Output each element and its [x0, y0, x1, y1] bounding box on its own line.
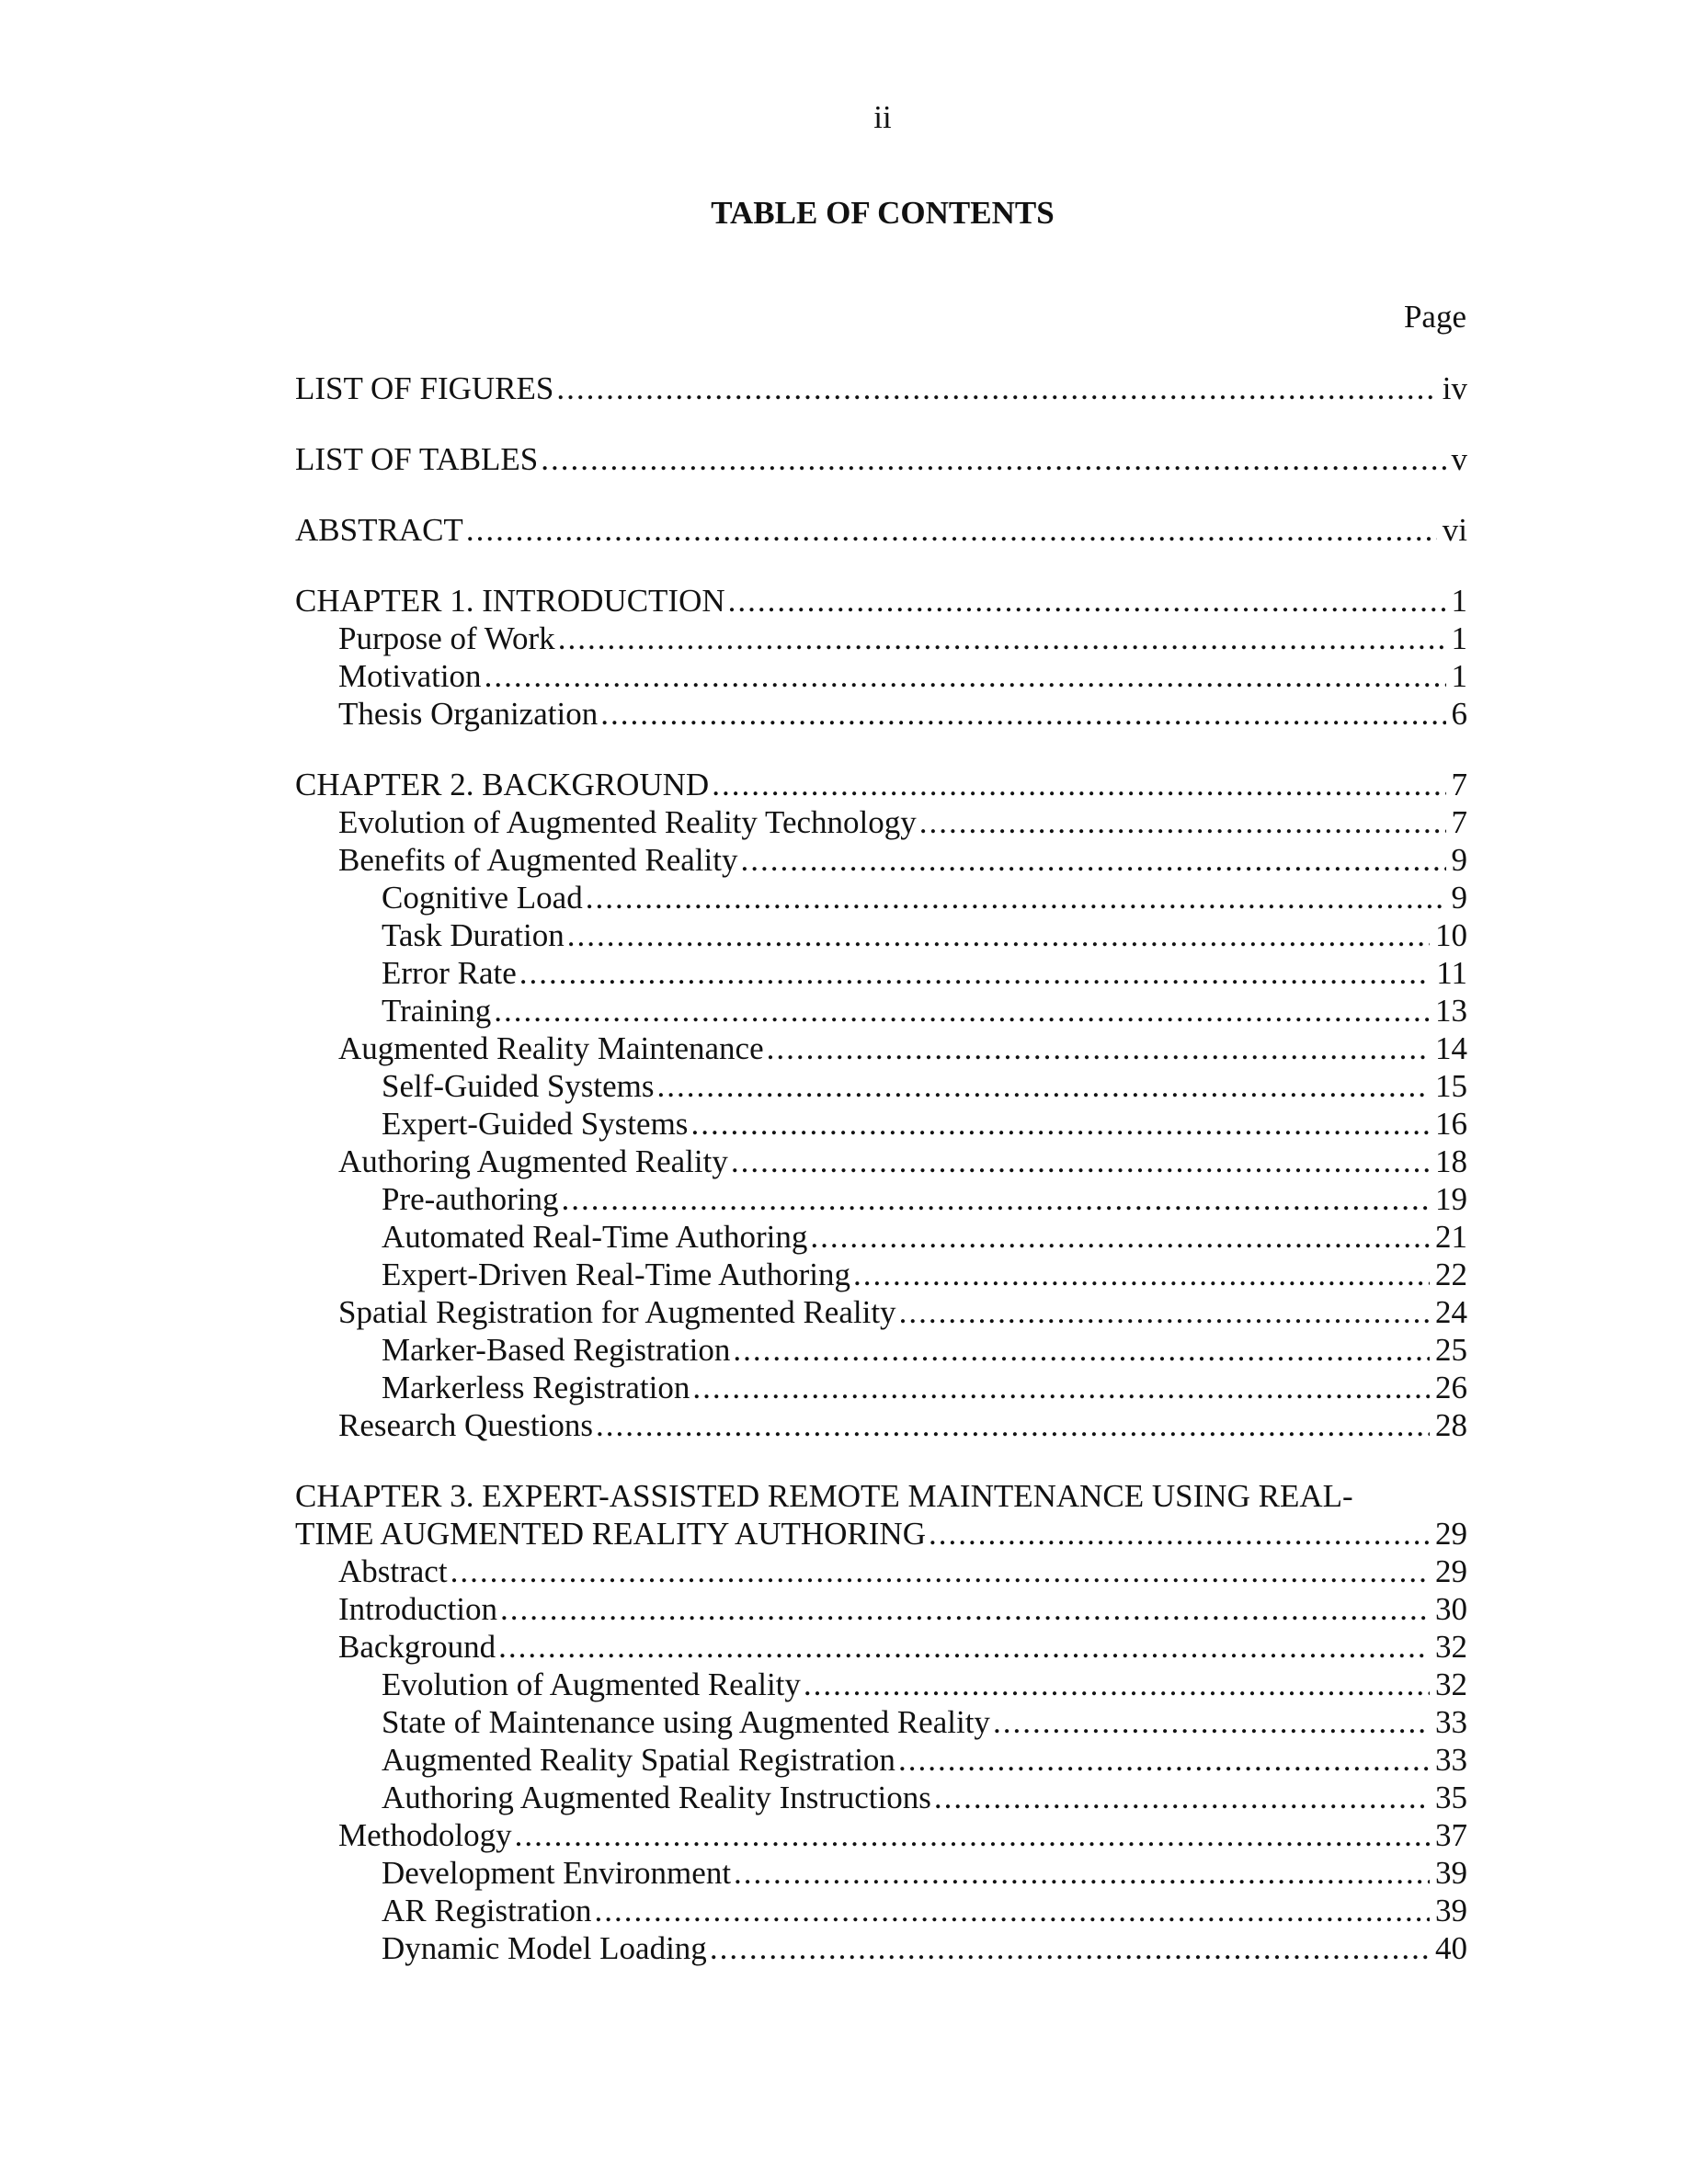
toc-entry-page: 19: [1435, 1181, 1467, 1217]
toc-entry[interactable]: [382, 1180, 1467, 1218]
dot-leader: [451, 1553, 1430, 1590]
toc-entry[interactable]: [295, 1515, 1467, 1553]
toc-entry[interactable]: [338, 1029, 1467, 1067]
dot-leader: [515, 1816, 1430, 1854]
toc-entry[interactable]: [382, 1369, 1467, 1406]
toc-entry-page: 7: [1451, 767, 1467, 802]
toc-entry[interactable]: [382, 1741, 1467, 1779]
toc-entry-label: LIST OF TABLES: [295, 441, 539, 477]
toc-entry[interactable]: [295, 511, 1467, 549]
toc-entry-label: Research Questions: [338, 1407, 594, 1443]
dot-leader: [810, 1218, 1430, 1256]
dot-leader: [804, 1666, 1430, 1703]
toc-entry[interactable]: [382, 916, 1467, 954]
dot-leader: [558, 620, 1446, 657]
toc-entry[interactable]: [295, 582, 1467, 620]
toc-entry-page: 29: [1435, 1553, 1467, 1589]
dot-leader: [993, 1703, 1430, 1741]
toc-entry-page: 14: [1435, 1030, 1467, 1066]
toc-entry-label: Authoring Augmented Reality Instructions: [382, 1780, 931, 1815]
toc-entry-label: Automated Real-Time Authoring: [382, 1219, 808, 1255]
toc-entry-label: Dynamic Model Loading: [382, 1930, 707, 1966]
toc-entry-label: Marker-Based Registration: [382, 1332, 731, 1368]
toc-entry[interactable]: [382, 1929, 1467, 1967]
toc-entry-page: 33: [1435, 1704, 1467, 1740]
toc-entry-label: Background: [338, 1629, 496, 1665]
dot-leader: [567, 916, 1430, 954]
toc-entry-page: 1: [1451, 583, 1467, 619]
dot-leader: [657, 1067, 1430, 1105]
toc-entry-label: Cognitive Load: [382, 880, 583, 916]
toc-entry[interactable]: [382, 1105, 1467, 1143]
toc-entry-page: 26: [1435, 1370, 1467, 1405]
toc-entry-page: 33: [1435, 1742, 1467, 1778]
toc-entry-page: 10: [1435, 917, 1467, 953]
toc-entry-page: 11: [1436, 955, 1467, 991]
toc-entry[interactable]: [382, 1854, 1467, 1892]
toc-entry-page: v: [1451, 441, 1467, 477]
dot-leader: [596, 1406, 1430, 1444]
toc-entry-label: Expert-Driven Real-Time Authoring: [382, 1257, 851, 1292]
toc-entry-label: Methodology: [338, 1817, 512, 1853]
toc-entry-page: 22: [1435, 1257, 1467, 1292]
dot-leader: [561, 1180, 1430, 1218]
toc-entry-label: Purpose of Work: [338, 620, 555, 656]
dot-leader: [466, 511, 1437, 549]
toc-entry-page: 9: [1451, 842, 1467, 878]
toc-entry-label-line1: CHAPTER 3. EXPERT-ASSISTED REMOTE MAINTENANCE USING REAL-: [295, 1478, 1353, 1514]
page-number: ii: [873, 99, 892, 135]
toc-entry[interactable]: [382, 1331, 1467, 1369]
toc-entry-label: Self-Guided Systems: [382, 1068, 655, 1104]
toc-entry-label: Markerless Registration: [382, 1370, 690, 1405]
toc-entry-page: 6: [1451, 696, 1467, 732]
toc-entry[interactable]: [382, 1703, 1467, 1741]
toc-entry[interactable]: [338, 695, 1467, 733]
toc-entry-page: 28: [1435, 1407, 1467, 1443]
toc-entry[interactable]: [338, 620, 1467, 657]
toc-entry-label: Spatial Registration for Augmented Reality: [338, 1294, 896, 1330]
toc-entry[interactable]: [382, 1218, 1467, 1256]
toc-entry-label: Benefits of Augmented Reality: [338, 842, 738, 878]
dot-leader: [934, 1779, 1430, 1816]
toc-entry[interactable]: [338, 803, 1467, 841]
toc-entry-page: 1: [1451, 620, 1467, 656]
toc-entry[interactable]: [382, 1892, 1467, 1929]
toc-entry-label: Evolution of Augmented Reality: [382, 1666, 801, 1702]
toc-entry[interactable]: [382, 1666, 1467, 1703]
toc-entry-label: LIST OF FIGURES: [295, 370, 554, 406]
toc-entry-label: CHAPTER 1. INTRODUCTION: [295, 583, 725, 619]
toc-entry-page: vi: [1442, 512, 1467, 548]
dot-leader: [519, 954, 1431, 992]
toc-entry-page: 25: [1435, 1332, 1467, 1368]
page-column-label: Page: [1403, 299, 1466, 335]
toc-entry-label: Abstract: [338, 1553, 448, 1589]
toc-entry[interactable]: [295, 440, 1467, 478]
toc-entry[interactable]: [382, 954, 1467, 992]
toc-entry-page: 18: [1435, 1143, 1467, 1179]
dot-leader: [898, 1741, 1430, 1779]
dot-leader: [541, 440, 1445, 478]
toc-entry-label: Motivation: [338, 658, 482, 694]
toc-entry[interactable]: [382, 879, 1467, 916]
dot-leader: [712, 766, 1445, 803]
dot-leader: [600, 695, 1445, 733]
toc-entry-label: ABSTRACT: [295, 512, 463, 548]
toc-entry[interactable]: [338, 1628, 1467, 1666]
dot-leader: [919, 803, 1446, 841]
dot-leader: [899, 1293, 1430, 1331]
toc-entry[interactable]: [338, 1293, 1467, 1331]
toc-entry-page: 39: [1435, 1893, 1467, 1928]
toc-entry-page: 29: [1435, 1516, 1467, 1552]
toc-entry-label: Error Rate: [382, 955, 517, 991]
dot-leader: [498, 1628, 1430, 1666]
dot-leader: [728, 582, 1446, 620]
dot-leader: [733, 1331, 1430, 1369]
toc-entry-label: Evolution of Augmented Reality Technology: [338, 804, 917, 840]
dot-leader: [731, 1143, 1430, 1180]
toc-entry-page: 1: [1451, 658, 1467, 694]
toc-entry[interactable]: [338, 657, 1467, 695]
toc-entry-label: Authoring Augmented Reality: [338, 1143, 728, 1179]
toc-entry-page: 32: [1435, 1629, 1467, 1665]
dot-leader: [692, 1369, 1430, 1406]
dot-leader: [741, 841, 1446, 879]
dot-leader: [556, 370, 1436, 407]
toc-entry[interactable]: [338, 1406, 1467, 1444]
toc-entry[interactable]: [338, 841, 1467, 879]
toc-entry[interactable]: [382, 1779, 1467, 1816]
toc-entry-page: 15: [1435, 1068, 1467, 1104]
toc-entry-page: 35: [1435, 1780, 1467, 1815]
toc-entry-label: Training: [382, 993, 492, 1029]
toc-entry-page: 32: [1435, 1666, 1467, 1702]
toc-entry-page: 21: [1435, 1219, 1467, 1255]
toc-entry-page: 39: [1435, 1855, 1467, 1891]
toc-entry-label: Expert-Guided Systems: [382, 1106, 689, 1142]
toc-entry-label: Augmented Reality Spatial Registration: [382, 1742, 895, 1778]
toc-entry[interactable]: [338, 1553, 1467, 1590]
dot-leader: [485, 657, 1446, 695]
toc-entry-label: Development Environment: [382, 1855, 732, 1891]
toc-entry-page: 9: [1451, 880, 1467, 916]
toc-entry-page: 24: [1435, 1294, 1467, 1330]
toc-entry-page: 30: [1435, 1591, 1467, 1627]
toc-entry-page: 13: [1435, 993, 1467, 1029]
dot-leader: [586, 879, 1446, 916]
toc-entry[interactable]: [338, 1590, 1467, 1628]
toc-entry-label: Task Duration: [382, 917, 565, 953]
toc-entry-page: 40: [1435, 1930, 1467, 1966]
toc-entry[interactable]: [295, 766, 1467, 803]
dot-leader: [594, 1892, 1430, 1929]
toc-entry-page: 16: [1435, 1106, 1467, 1142]
toc-entry-label: Introduction: [338, 1591, 498, 1627]
toc-entry-label: Augmented Reality Maintenance: [338, 1030, 764, 1066]
toc-entry-page: iv: [1442, 370, 1467, 406]
toc-entry[interactable]: [382, 1067, 1467, 1105]
dot-leader: [929, 1515, 1430, 1553]
toc-entry[interactable]: [382, 992, 1467, 1029]
toc-entry-label: Pre-authoring: [382, 1181, 559, 1217]
toc-entry-page: 37: [1435, 1817, 1467, 1853]
toc-entry-label: AR Registration: [382, 1893, 592, 1928]
toc-entry[interactable]: [382, 1256, 1467, 1293]
dot-leader: [690, 1105, 1430, 1143]
toc-entry-label: CHAPTER 2. BACKGROUND: [295, 767, 710, 802]
toc-entry-page: 7: [1451, 804, 1467, 840]
dot-leader: [710, 1929, 1430, 1967]
toc-entry[interactable]: [295, 370, 1467, 407]
dot-leader: [853, 1256, 1430, 1293]
dot-leader: [734, 1854, 1430, 1892]
toc-entry[interactable]: [338, 1816, 1467, 1854]
toc-entry-label: State of Maintenance using Augmented Reality: [382, 1704, 990, 1740]
dot-leader: [500, 1590, 1430, 1628]
toc-entry-label: TIME AUGMENTED REALITY AUTHORING: [295, 1516, 926, 1552]
dot-leader: [767, 1029, 1430, 1067]
toc-title: TABLE OF CONTENTS: [711, 195, 1055, 231]
toc-entry[interactable]: [338, 1143, 1467, 1180]
toc-entry-label: Thesis Organization: [338, 696, 599, 732]
dot-leader: [494, 992, 1430, 1029]
